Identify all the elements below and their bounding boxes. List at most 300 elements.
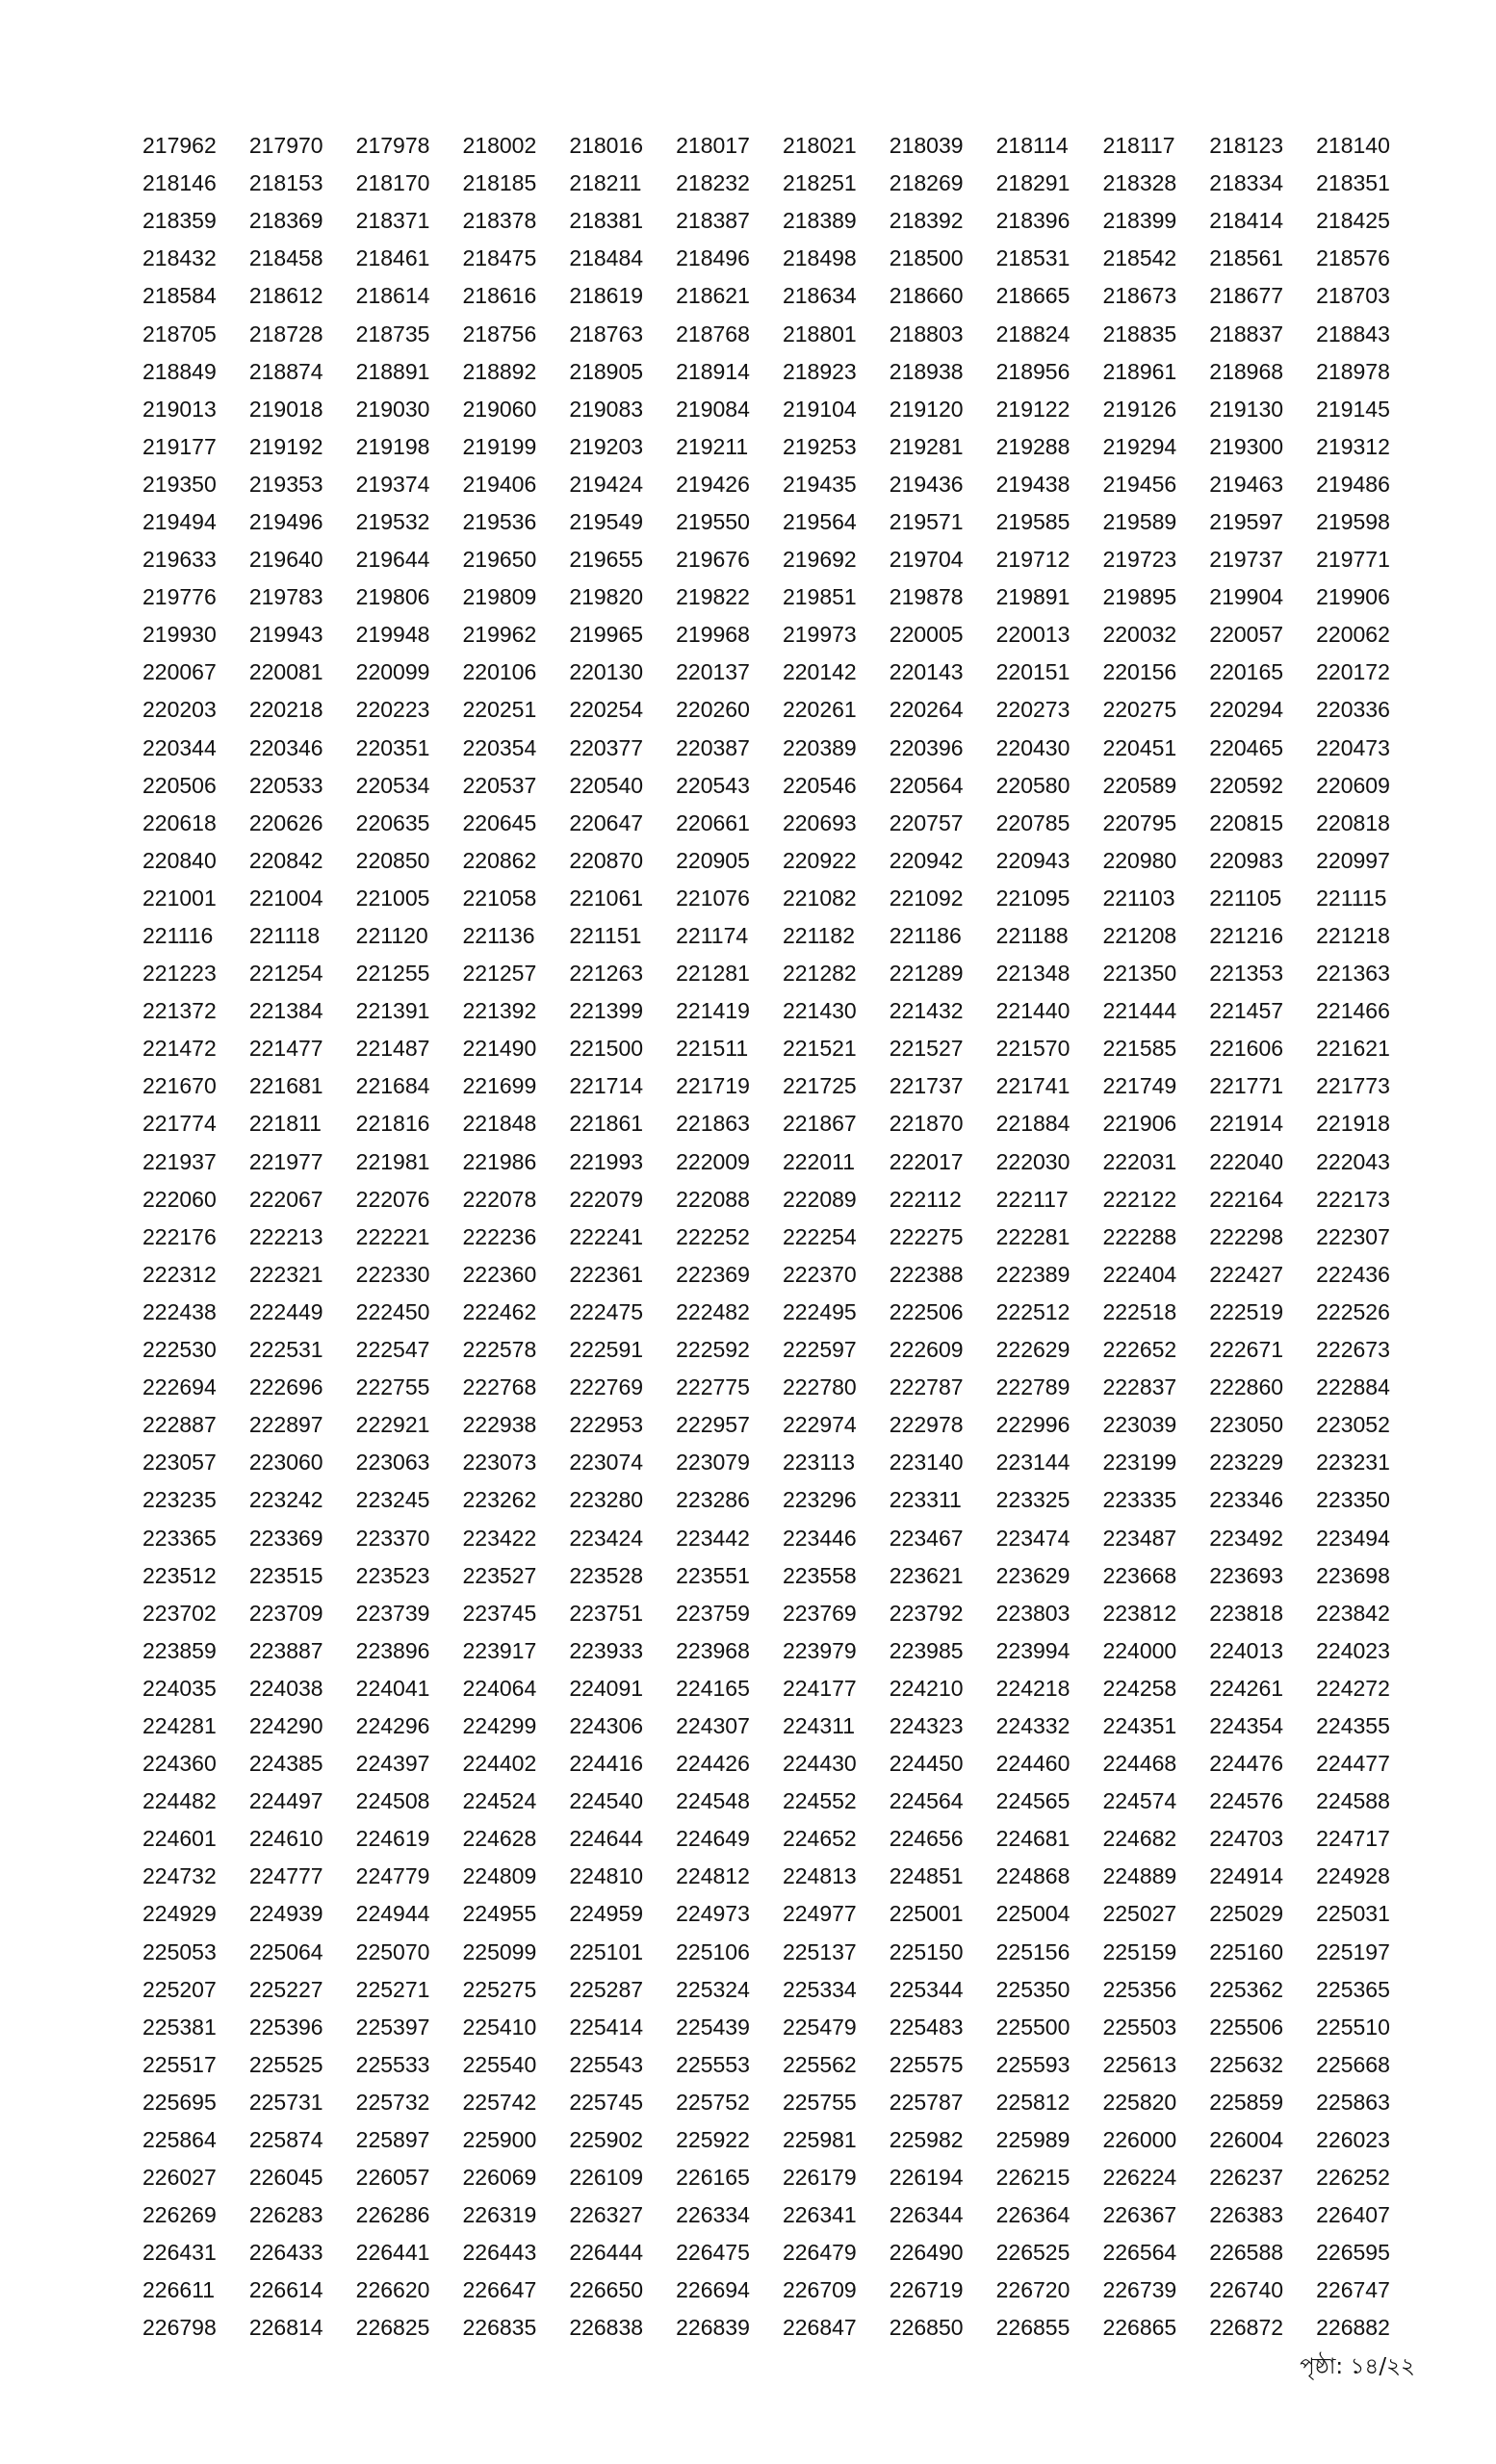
roll-number-cell: 225414: [569, 2014, 644, 2040]
roll-number-cell: 224959: [569, 1901, 644, 1927]
roll-number-cell: 223350: [1316, 1487, 1390, 1513]
table-row: [142, 1444, 1423, 1481]
roll-number-cell: 220294: [1209, 697, 1284, 723]
roll-number-cell: 219084: [676, 396, 750, 422]
roll-number-cell: 222436: [1316, 1261, 1390, 1287]
roll-number-cell: 223296: [782, 1487, 857, 1513]
roll-number-cell: 218461: [355, 245, 430, 271]
roll-number-cell: 223859: [142, 1637, 217, 1663]
roll-number-cell: 219018: [248, 396, 323, 422]
roll-number-cell: 219406: [462, 471, 537, 497]
roll-number-cell: 220275: [1102, 697, 1177, 723]
roll-number-cell: 220387: [676, 734, 750, 760]
roll-number-cell: 223365: [142, 1525, 217, 1551]
roll-number-cell: 220130: [569, 659, 644, 685]
roll-number-cell: 224955: [462, 1901, 537, 1927]
roll-number-cell: 222089: [782, 1186, 857, 1212]
roll-number-cell: 226364: [995, 2202, 1070, 2228]
roll-number-cell: 220943: [995, 847, 1070, 873]
roll-number-cell: 221255: [355, 961, 430, 987]
roll-number-cell: 219655: [569, 547, 644, 573]
roll-number-cell: 226444: [569, 2240, 644, 2266]
roll-number-cell: 222787: [889, 1374, 964, 1400]
roll-number-cell: 223280: [569, 1487, 644, 1513]
roll-number-cell: 220850: [355, 847, 430, 873]
roll-number-cell: 226286: [355, 2202, 430, 2228]
roll-number-cell: 224385: [248, 1751, 323, 1777]
roll-number-cell: 223140: [889, 1450, 964, 1476]
roll-number-cell: 224460: [995, 1751, 1070, 1777]
roll-number-cell: 218475: [462, 245, 537, 271]
roll-number-cell: 226319: [462, 2202, 537, 2228]
roll-number-cell: 225396: [248, 2014, 323, 2040]
roll-number-cell: 223057: [142, 1450, 217, 1476]
table-row: [142, 767, 1423, 805]
roll-number-cell: 222369: [676, 1261, 750, 1287]
roll-number-cell: 225787: [889, 2089, 964, 2115]
roll-number-cell: 223887: [248, 1637, 323, 1663]
roll-number-cell: 224210: [889, 1675, 964, 1701]
roll-number-cell: 222780: [782, 1374, 857, 1400]
roll-number-cell: 226719: [889, 2277, 964, 2303]
roll-number-cell: 224732: [142, 1863, 217, 1889]
roll-number-cell: 221511: [676, 1036, 749, 1062]
roll-number-cell: 226057: [355, 2165, 430, 2191]
roll-number-cell: 226283: [248, 2202, 323, 2228]
roll-number-cell: 222031: [1102, 1148, 1177, 1174]
roll-number-cell: 221527: [889, 1036, 964, 1062]
roll-number-cell: 225362: [1209, 1976, 1284, 2002]
roll-number-cell: 221914: [1209, 1111, 1284, 1137]
roll-number-cell: 226720: [995, 2277, 1070, 2303]
roll-number-cell: 221981: [355, 1148, 430, 1174]
roll-number-cell: 219126: [1102, 396, 1177, 422]
roll-number-cell: 226479: [782, 2240, 857, 2266]
roll-number-cell: 223812: [1102, 1600, 1177, 1626]
roll-number-cell: 224779: [355, 1863, 430, 1889]
table-row: [142, 2309, 1423, 2347]
roll-number-cell: 220151: [995, 659, 1070, 685]
roll-number-cell: 221521: [782, 1036, 857, 1062]
roll-number-cell: 218396: [995, 208, 1070, 234]
roll-number-cell: 222578: [462, 1337, 537, 1363]
roll-number-cell: 218614: [355, 283, 430, 309]
roll-number-cell: 218251: [782, 170, 857, 196]
roll-number-cell: 223446: [782, 1525, 857, 1551]
roll-number-cell: 222389: [995, 1261, 1070, 1287]
roll-number-cell: 224540: [569, 1788, 644, 1814]
roll-number-cell: 225752: [676, 2089, 750, 2115]
roll-number-cell: 222298: [1209, 1223, 1284, 1249]
table-row: [142, 1745, 1423, 1783]
roll-number-cell: 218123: [1209, 133, 1284, 159]
roll-number-cell: 218835: [1102, 321, 1177, 346]
table-row: [142, 1143, 1423, 1181]
roll-number-cell: 220273: [995, 697, 1070, 723]
roll-number-cell: 223311: [889, 1487, 962, 1513]
roll-number-cell: 220067: [142, 659, 217, 685]
roll-number-cell: 224416: [569, 1751, 644, 1777]
roll-number-cell: 222067: [248, 1186, 323, 1212]
roll-number-cell: 225543: [569, 2051, 644, 2077]
roll-number-cell: 224508: [355, 1788, 430, 1814]
roll-number-cell: 220223: [355, 697, 430, 723]
roll-number-cell: 222897: [248, 1412, 323, 1438]
roll-number-cell: 224000: [1102, 1637, 1177, 1663]
roll-number-cell: 224013: [1209, 1637, 1284, 1663]
roll-number-cell: 221472: [142, 1036, 217, 1062]
roll-number-cell: 219300: [1209, 433, 1284, 459]
roll-number-cell: 218768: [676, 321, 750, 346]
roll-number-cell: 222482: [676, 1298, 750, 1324]
roll-number-cell: 224610: [248, 1826, 323, 1852]
roll-number-cell: 220537: [462, 772, 537, 798]
roll-number-cell: 218703: [1316, 283, 1390, 309]
roll-number-cell: 224928: [1316, 1863, 1390, 1889]
roll-number-cell: 224430: [782, 1751, 857, 1777]
roll-number-cell: 218432: [142, 245, 217, 271]
roll-number-cell: 220430: [995, 734, 1070, 760]
roll-number-cell: 223052: [1316, 1412, 1390, 1438]
roll-number-cell: 218500: [889, 245, 964, 271]
roll-number-cell: 222079: [569, 1186, 644, 1212]
roll-number-cell: 221116: [142, 923, 214, 949]
roll-number-cell: 218660: [889, 283, 964, 309]
roll-number-cell: 224973: [676, 1901, 750, 1927]
roll-number-cell: 224296: [355, 1712, 430, 1738]
roll-number-cell: 218891: [355, 358, 430, 384]
roll-number-cell: 225632: [1209, 2051, 1284, 2077]
roll-number-cell: 222164: [1209, 1186, 1284, 1212]
roll-number-cell: 221399: [569, 998, 644, 1024]
roll-number-cell: 219486: [1316, 471, 1390, 497]
roll-number-cell: 223060: [248, 1450, 323, 1476]
roll-number-cell: 226839: [676, 2315, 750, 2341]
roll-number-cell: 218389: [782, 208, 857, 234]
roll-number-cell: 220260: [676, 697, 750, 723]
roll-number-cell: 222312: [142, 1261, 217, 1287]
roll-number-cell: 225562: [782, 2051, 857, 2077]
roll-number-cell: 218153: [248, 170, 323, 196]
roll-number-cell: 225029: [1209, 1901, 1284, 1927]
roll-number-cell: 221918: [1316, 1111, 1390, 1137]
roll-number-cell: 220081: [248, 659, 323, 685]
roll-number-cell: 225863: [1316, 2089, 1390, 2115]
roll-number-cell: 226224: [1102, 2165, 1177, 2191]
roll-number-cell: 221937: [142, 1148, 217, 1174]
roll-number-cell: 224258: [1102, 1675, 1177, 1701]
roll-number-cell: 218496: [676, 245, 750, 271]
roll-number-cell: 222117: [995, 1186, 1069, 1212]
roll-number-cell: 225981: [782, 2127, 857, 2153]
roll-number-cell: 223739: [355, 1600, 430, 1626]
roll-number-cell: 222837: [1102, 1374, 1177, 1400]
roll-number-cell: 221254: [248, 961, 323, 987]
roll-number-cell: 219598: [1316, 508, 1390, 534]
roll-number-cell: 223229: [1209, 1450, 1284, 1476]
roll-number-cell: 222629: [995, 1337, 1070, 1363]
roll-number-cell: 226525: [995, 2240, 1070, 2266]
table-row: [142, 1256, 1423, 1294]
roll-number-cell: 218801: [782, 321, 857, 346]
roll-number-cell: 220862: [462, 847, 537, 873]
roll-number-cell: 220870: [569, 847, 644, 873]
roll-number-cell: 221218: [1316, 923, 1390, 949]
roll-number-cell: 226882: [1316, 2315, 1390, 2341]
roll-number-cell: 223629: [995, 1562, 1070, 1588]
roll-number-cell: 218021: [782, 133, 857, 159]
roll-number-cell: 218978: [1316, 358, 1390, 384]
roll-number-cell: 225099: [462, 1938, 537, 1964]
roll-number-cell: 226855: [995, 2315, 1070, 2341]
roll-number-cell: 226740: [1209, 2277, 1284, 2303]
roll-number-cell: 221719: [676, 1073, 750, 1099]
roll-number-cell: 224812: [676, 1863, 750, 1889]
table-row: [142, 992, 1423, 1030]
roll-number-cell: 225900: [462, 2127, 537, 2153]
roll-number-cell: 223370: [355, 1525, 430, 1551]
roll-number-cell: 223709: [248, 1600, 323, 1626]
table-row: [142, 805, 1423, 842]
roll-number-cell: 222254: [782, 1223, 857, 1249]
roll-number-cell: 225483: [889, 2014, 964, 2040]
roll-number-cell: 223074: [569, 1450, 644, 1476]
table-row: [142, 1105, 1423, 1142]
roll-number-cell: 218425: [1316, 208, 1390, 234]
roll-number-cell: 222974: [782, 1412, 857, 1438]
table-row: [142, 466, 1423, 503]
roll-number-cell: 220264: [889, 697, 964, 723]
roll-number-cell: 226433: [248, 2240, 323, 2266]
roll-number-cell: 218232: [676, 170, 750, 196]
roll-number-cell: 219496: [248, 508, 323, 534]
roll-number-cell: 222996: [995, 1412, 1070, 1438]
roll-number-cell: 223262: [462, 1487, 537, 1513]
roll-number-cell: 220818: [1316, 809, 1390, 835]
table-row: [142, 277, 1423, 315]
roll-number-cell: 223442: [676, 1525, 750, 1551]
roll-number-cell: 222017: [889, 1148, 964, 1174]
roll-number-cell: 222530: [142, 1337, 217, 1363]
roll-number-cell: 221773: [1316, 1073, 1390, 1099]
roll-number-cell: 225510: [1316, 2014, 1390, 2040]
roll-number-cell: 218542: [1102, 245, 1177, 271]
roll-number-cell: 223073: [462, 1450, 537, 1476]
roll-number-cell: 219374: [355, 471, 430, 497]
roll-number-cell: 219822: [676, 584, 750, 610]
roll-number-cell: 224041: [355, 1675, 430, 1701]
roll-number-cell: 221174: [676, 923, 749, 949]
roll-number-cell: 224307: [676, 1712, 750, 1738]
roll-number-cell: 218728: [248, 321, 323, 346]
roll-number-cell: 226588: [1209, 2240, 1284, 2266]
roll-number-cell: 218914: [676, 358, 750, 384]
roll-number-cell: 219585: [995, 508, 1070, 534]
roll-number-cell: 222275: [889, 1223, 964, 1249]
roll-number-cell: 225227: [248, 1976, 323, 2002]
roll-number-cell: 223896: [355, 1637, 430, 1663]
roll-number-cell: 226835: [462, 2315, 537, 2341]
roll-number-cell: 224468: [1102, 1751, 1177, 1777]
table-row: [142, 2196, 1423, 2234]
roll-number-cell: 221570: [995, 1036, 1070, 1062]
roll-number-cell: 223621: [889, 1562, 964, 1588]
roll-number-cell: 218705: [142, 321, 217, 346]
roll-number-cell: 224218: [995, 1675, 1070, 1701]
roll-number-cell: 224354: [1209, 1712, 1284, 1738]
table-row: [142, 1067, 1423, 1105]
roll-number-cell: 225053: [142, 1938, 217, 1964]
roll-number-cell: 223467: [889, 1525, 964, 1551]
roll-number-cell: 222030: [995, 1148, 1070, 1174]
roll-number-cell: 226023: [1316, 2127, 1390, 2153]
roll-number-cell: 219083: [569, 396, 644, 422]
roll-number-cell: 219426: [676, 471, 750, 497]
roll-number-cell: 218837: [1209, 321, 1284, 346]
roll-number-cell: 221095: [995, 885, 1070, 911]
roll-number-cell: 220840: [142, 847, 217, 873]
roll-number-cell: 224681: [995, 1826, 1070, 1852]
roll-number-cell: 220032: [1102, 622, 1177, 648]
roll-number-cell: 224306: [569, 1712, 644, 1738]
table-row: [142, 391, 1423, 428]
roll-number-cell: 222241: [569, 1223, 644, 1249]
roll-number-cell: 219820: [569, 584, 644, 610]
table-row: [142, 1858, 1423, 1895]
roll-number-cell: 221741: [995, 1073, 1070, 1099]
roll-number-cell: 222694: [142, 1374, 217, 1400]
roll-number-cell: 221986: [462, 1148, 537, 1174]
roll-number-cell: 226475: [676, 2240, 750, 2266]
roll-number-cell: 225027: [1102, 1901, 1177, 1927]
roll-number-cell: 224809: [462, 1863, 537, 1889]
roll-number-cell: 218359: [142, 208, 217, 234]
roll-number-cell: 220137: [676, 659, 750, 685]
roll-number-cell: 222321: [248, 1261, 323, 1287]
roll-number-cell: 224397: [355, 1751, 430, 1777]
roll-number-cell: 221082: [782, 885, 857, 911]
roll-number-cell: 218170: [355, 170, 430, 196]
roll-number-cell: 226798: [142, 2315, 217, 2341]
roll-number-cell: 225156: [995, 1938, 1070, 1964]
roll-number-cell: 225553: [676, 2051, 750, 2077]
roll-number-cell: 224038: [248, 1675, 323, 1701]
roll-number-cell: 226620: [355, 2277, 430, 2303]
table-row: [142, 616, 1423, 654]
roll-number-cell: 218039: [889, 133, 964, 159]
roll-number-cell: 219597: [1209, 508, 1284, 534]
roll-number-cell: 221263: [569, 961, 644, 987]
roll-number-cell: 219281: [889, 433, 964, 459]
roll-number-cell: 220005: [889, 622, 964, 648]
roll-number-cell: 226341: [782, 2202, 857, 2228]
roll-number-cell: 225287: [569, 1976, 644, 2002]
roll-number-cell: 221771: [1209, 1073, 1284, 1099]
roll-number-cell: 225197: [1316, 1938, 1390, 1964]
table-row: [142, 1369, 1423, 1406]
roll-number-cell: 221725: [782, 1073, 857, 1099]
roll-number-cell: 222978: [889, 1412, 964, 1438]
roll-number-cell: 224035: [142, 1675, 217, 1701]
roll-number-cell: 219878: [889, 584, 964, 610]
roll-number-cell: 226383: [1209, 2202, 1284, 2228]
roll-number-cell: 225350: [995, 1976, 1070, 2002]
roll-number-cell: 225989: [995, 2127, 1070, 2153]
roll-number-cell: 218619: [569, 283, 644, 309]
roll-number-cell: 222361: [569, 1261, 644, 1287]
roll-number-cell: 222078: [462, 1186, 537, 1212]
roll-number-cell: 226838: [569, 2315, 644, 2341]
roll-number-cell: 219771: [1316, 547, 1390, 573]
roll-number-cell: 224290: [248, 1712, 323, 1738]
table-row: [142, 2046, 1423, 2084]
roll-number-cell: 219640: [248, 547, 323, 573]
roll-number-cell: 225613: [1102, 2051, 1177, 2077]
roll-number-cell: 222884: [1316, 1374, 1390, 1400]
roll-number-cell: 219973: [782, 622, 857, 648]
roll-number-cell: 220344: [142, 734, 217, 760]
roll-number-cell: 220099: [355, 659, 430, 685]
roll-number-cell: 224810: [569, 1863, 644, 1889]
roll-number-cell: 219060: [462, 396, 537, 422]
roll-number-cell: 218756: [462, 321, 537, 346]
roll-number-cell: 224272: [1316, 1675, 1390, 1701]
roll-number-cell: 221477: [248, 1036, 323, 1062]
roll-number-cell: 221103: [1102, 885, 1175, 911]
roll-number-cell: 221863: [676, 1111, 750, 1137]
roll-number-cell: 218561: [1209, 245, 1284, 271]
roll-number-cell: 225812: [995, 2089, 1070, 2115]
roll-number-cell: 219438: [995, 471, 1070, 497]
roll-number-cell: 221867: [782, 1111, 857, 1137]
roll-number-cell: 219644: [355, 547, 430, 573]
roll-number-cell: 219288: [995, 433, 1070, 459]
roll-number-cell: 224682: [1102, 1826, 1177, 1852]
table-row: [142, 1294, 1423, 1331]
roll-number-cell: 219783: [248, 584, 323, 610]
roll-number-cell: 219851: [782, 584, 857, 610]
roll-number-cell: 222696: [248, 1374, 323, 1400]
roll-number-cell: 226647: [462, 2277, 537, 2303]
roll-number-cell: 222860: [1209, 1374, 1284, 1400]
roll-number-cell: 221120: [355, 923, 428, 949]
page-number: পৃষ্ঠা: ১৪/২২: [1300, 2354, 1415, 2379]
roll-number-cell: 225732: [355, 2089, 430, 2115]
roll-number-cell: 225410: [462, 2014, 537, 2040]
roll-number-cell: 223346: [1209, 1487, 1284, 1513]
roll-number-cell: 222176: [142, 1223, 217, 1249]
roll-number-cell: 222755: [355, 1374, 430, 1400]
table-row: [142, 541, 1423, 578]
roll-number-cell: 225031: [1316, 1901, 1390, 1927]
roll-number-cell: 220983: [1209, 847, 1284, 873]
table-row: [142, 353, 1423, 391]
roll-number-cell: 219633: [142, 547, 217, 573]
roll-number-cell: 226850: [889, 2315, 964, 2341]
roll-number-cell: 223144: [995, 1450, 1070, 1476]
roll-number-cell: 223235: [142, 1487, 217, 1513]
roll-number-cell: 225479: [782, 2014, 857, 2040]
roll-number-cell: 221391: [355, 998, 430, 1024]
roll-number-cell: 220645: [462, 809, 537, 835]
roll-number-cell: 225742: [462, 2089, 537, 2115]
roll-number-cell: 221861: [569, 1111, 644, 1137]
roll-number-cell: 225695: [142, 2089, 217, 2115]
roll-number-cell: 223792: [889, 1600, 964, 1626]
roll-number-cell: 219120: [889, 396, 964, 422]
roll-number-cell: 224717: [1316, 1826, 1390, 1852]
roll-number-cell: 219930: [142, 622, 217, 648]
